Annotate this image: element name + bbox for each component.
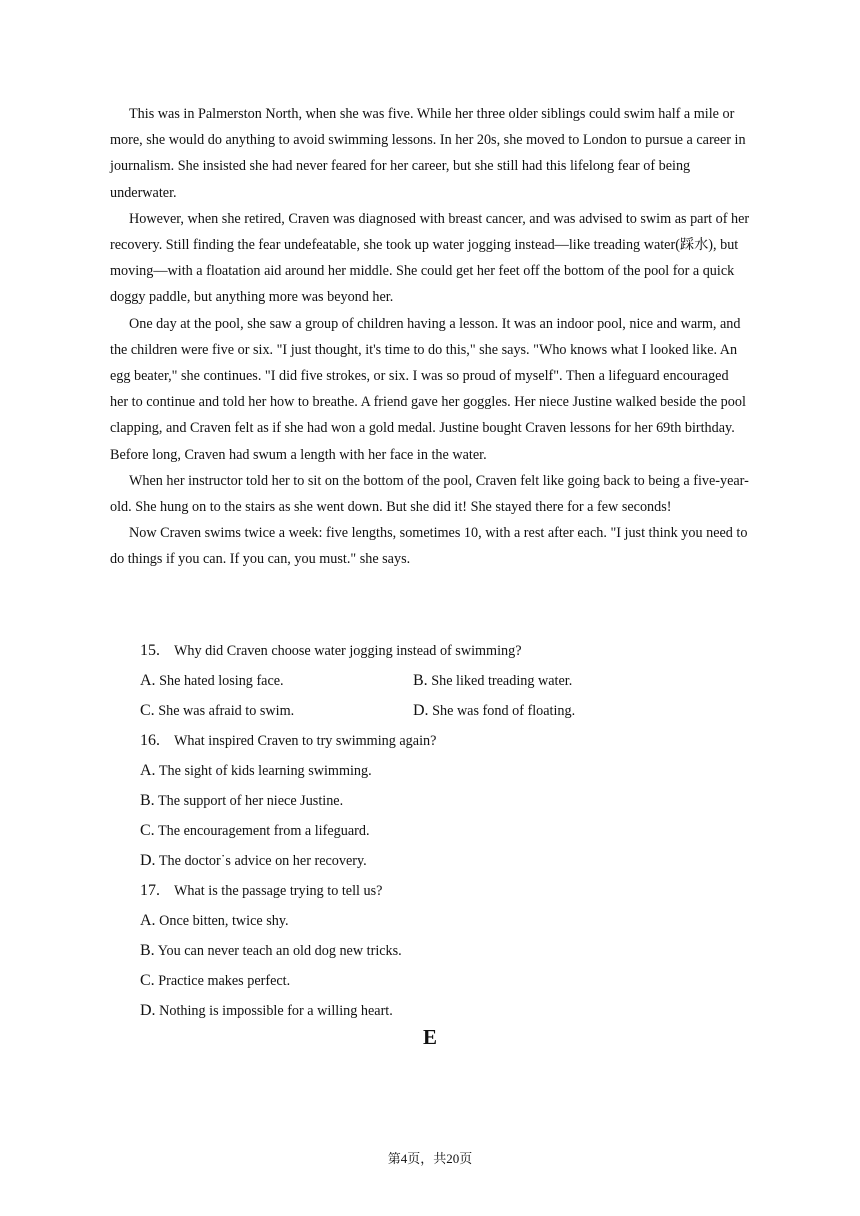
option-letter: A.	[140, 672, 156, 689]
option-text: She was afraid to swim.	[158, 703, 295, 719]
section-heading: E	[422, 1025, 437, 1049]
question-text: What inspired Craven to try swimming again?	[174, 733, 437, 749]
option-letter: D.	[140, 852, 156, 869]
option-text: She was fond of floating.	[432, 703, 576, 719]
option-text: The support of her niece Justine.	[157, 793, 344, 809]
page-footer: 第4页，共20页	[387, 1151, 473, 1166]
question-17	[140, 876, 760, 906]
option-letter: B.	[140, 792, 155, 809]
option-text: The sight of kids learning swimming.	[158, 763, 372, 779]
option-15-d	[413, 696, 575, 726]
option-text: Nothing is impossible for a willing heart.	[159, 1003, 393, 1019]
option-letter: B.	[140, 942, 155, 959]
option-15-c	[140, 696, 294, 726]
option-letter: D.	[140, 1002, 156, 1019]
option-text: Practice makes perfect.	[158, 973, 291, 989]
reading-passage	[110, 101, 750, 573]
option-letter: B.	[413, 672, 428, 689]
option-17-d	[140, 996, 760, 1026]
option-text: She hated losing face.	[159, 673, 284, 689]
option-row	[140, 666, 760, 696]
option-16-b	[140, 786, 760, 816]
passage-paragraph: Now Craven swims twice a week: five lengths, sometimes 10, with a rest after each. "I just think you need to do things if you can. If you can, you must." she says.	[110, 525, 748, 568]
option-letter: A.	[140, 912, 156, 929]
option-15-a	[140, 666, 284, 696]
passage-paragraph: This was in Palmerston North, when she was five. While her three older siblings could swim half a mile or more, she would do anything to avoid swimming lessons. In her 20s, she moved to London to pursue a career in journalism. She insisted she had never feared for her career, but she still had this lifelong fear of being underwater.	[110, 106, 746, 201]
option-text: The doctor˙s advice on her recovery.	[158, 853, 367, 869]
option-text: Once bitten, twice shy.	[159, 913, 289, 929]
option-text: She liked treading water.	[431, 673, 573, 689]
question-number: 15.	[140, 642, 160, 659]
passage-paragraph: However, when she retired, Craven was diagnosed with breast cancer, and was advised to swim as part of her recovery. Still finding the fear undefeatable, she took up water jogging instead—like treading water(踩水), but moving—with a floatation aid around her middle. She could get her feet off the bottom of the pool for a quick doggy paddle, but anything more was beyond her.	[110, 210, 750, 306]
option-letter: C.	[140, 822, 155, 839]
option-17-c	[140, 966, 760, 996]
option-row	[140, 696, 760, 726]
option-16-d	[140, 846, 760, 876]
option-letter: A.	[140, 762, 156, 779]
option-17-a	[140, 906, 760, 936]
question-text: What is the passage trying to tell us?	[174, 883, 383, 899]
passage-paragraph: When her instructor told her to sit on the bottom of the pool, Craven felt like going back to being a five-year-old. She hung on to the stairs as she went down. But she did it! She stayed there for a few seconds!	[110, 472, 749, 516]
question-15	[140, 636, 760, 666]
question-number: 17.	[140, 882, 160, 899]
question-16	[140, 726, 760, 756]
question-list	[140, 636, 760, 1026]
option-16-c	[140, 816, 760, 846]
option-letter: D.	[413, 702, 429, 719]
option-text: You can never teach an old dog new tricks.	[157, 943, 402, 959]
question-number: 16.	[140, 732, 160, 749]
option-letter: C.	[140, 972, 155, 989]
option-17-b	[140, 936, 760, 966]
passage-paragraph: One day at the pool, she saw a group of children having a lesson. It was an indoor pool, nice and warm, and the children were five or six. "I just thought, it's time to do this," she says. "Who knows what I looked like. An egg beater," she continues. "I did five strokes, or six. I was so proud of myself". Then a lifeguard encouraged her to continue and told her how to breathe. A friend gave her goggles. Her niece Justine walked beside the pool clapping, and Craven felt as if she had won a gold medal. Justine bought Craven lessons for her 69th birthday. Before long, Craven had swum a length with her face in the water.	[110, 315, 746, 463]
option-16-a	[140, 756, 760, 786]
option-text: The encouragement from a lifeguard.	[157, 823, 370, 839]
option-15-b	[413, 666, 572, 696]
option-letter: C.	[140, 702, 155, 719]
question-text: Why did Craven choose water jogging instead of swimming?	[174, 643, 522, 659]
